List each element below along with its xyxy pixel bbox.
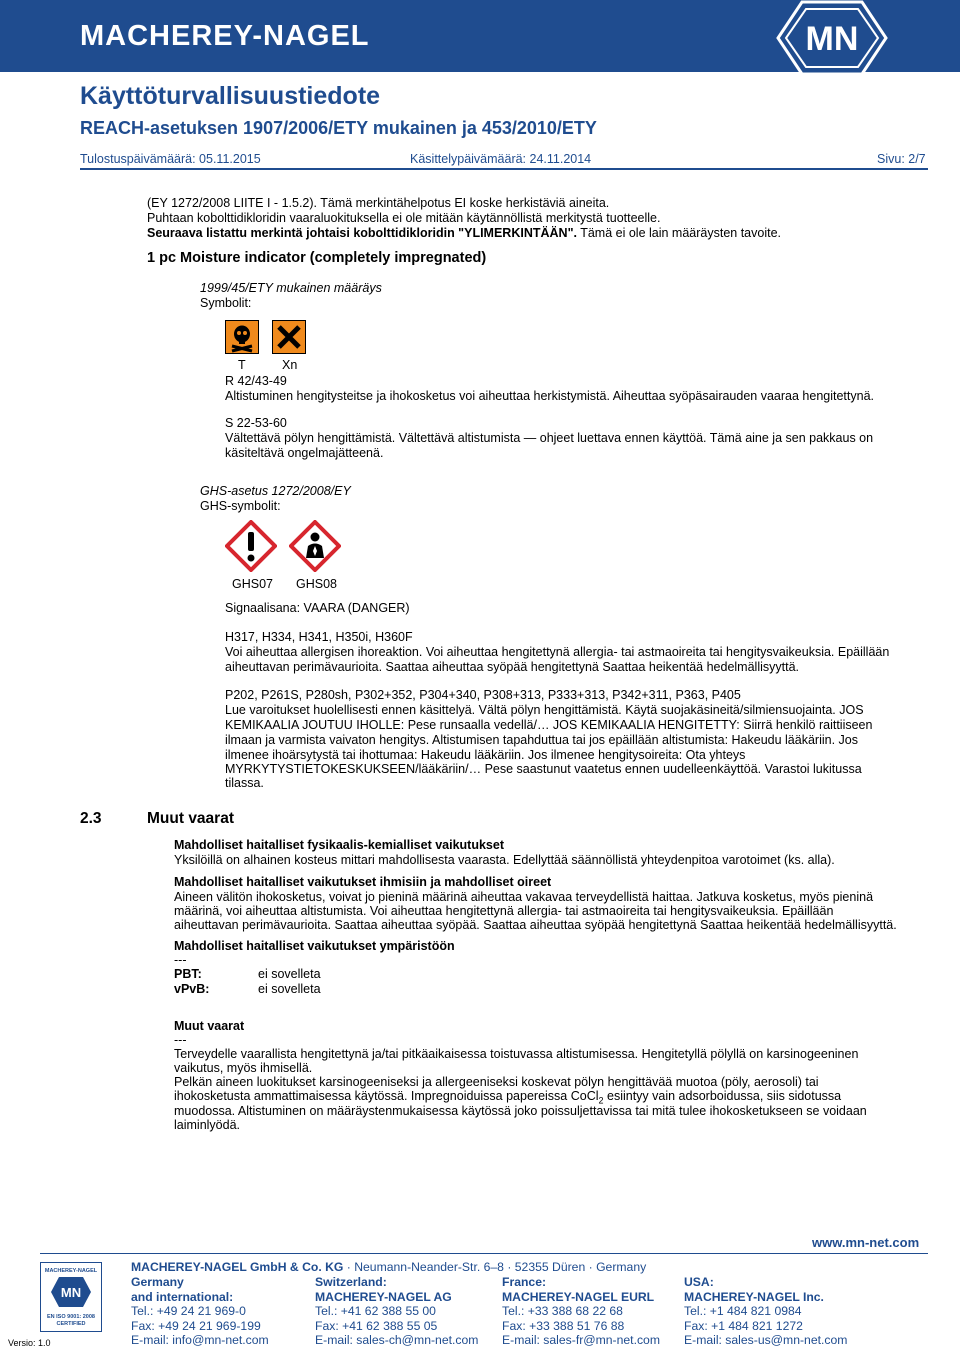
h-text-2: aiheuttavan perimävaurioita. Saattaa aiheuttaa syöpää hengitettynä Saattaa heikentää hedelmällisyyttä. [225,660,799,674]
vpvb-label: vPvB: [174,982,210,996]
france-head-1: France: [502,1275,547,1289]
intro-line-1: (EY 1272/2008 LIITE I - 1.5.2). Tämä merkintähelpotus EI koske herkistäviä aineita. [147,196,610,210]
usa-tel: Tel.: +1 484 821 0984 [684,1304,802,1319]
symbols-label: Symbolit: [200,296,252,310]
intro-line-3 [147,226,781,241]
human-effects-heading: Mahdolliset haitalliset vaikutukset ihmisiin ja mahdolliset oireet [174,875,552,889]
intro-line-2: Puhtaan kobolttidikloridin vaaraluokituksella ei ole mitään käytännöllistä merkitystä tuotteelle. [147,211,661,225]
ghs07-label: GHS07 [232,577,273,591]
france-tel: Tel.: +33 388 68 22 68 [502,1304,623,1319]
ghs08-health-hazard-icon [289,520,341,572]
r-phrases-text: Altistuminen hengitysteitse ja ihokosketus voi aiheuttaa herkistymistä. Aiheuttaa syöpäsairauden vaaraa hengitettynä. [225,389,874,403]
footer-column-germany [131,1275,269,1348]
human-effects-text-1: Aineen välitön ihokosketus, voivat jo pieninä määrinä aiheuttaa vakavaa terveydellistä haittaa. Jatkuva kosketus, myös pieninä [174,890,874,904]
s-phrases-text-1: Vältettävä pölyn hengittämistä. Vältettävä altistumista — ohjeet luettava ennen käyttöä. Tämä aine ja sen pakkaus on [225,431,874,445]
directive-heading: 1999/45/ETY mukainen määräys [200,281,382,295]
cert-line-2: CERTIFIED [56,1321,86,1327]
footer-column-france [502,1275,660,1348]
s-phrases: S 22-53-60 [225,416,287,430]
print-date: Tulostuspäivämäärä: 05.11.2015 [80,152,261,166]
germany-tel: Tel.: +49 24 21 969-0 [131,1304,246,1319]
germany-email[interactable]: E-mail: info@mn-net.com [131,1333,269,1348]
usa-head-1: USA: [684,1275,714,1289]
other-hazards-text-4a: ihokosketusta ammattimaisessa käytössä. Impregnoiduissa papereissa CoCl [174,1089,599,1103]
switzerland-fax: Fax: +41 62 388 55 05 [315,1318,438,1333]
switzerland-head-2: MACHEREY-NAGEL AG [315,1289,452,1304]
page-number: Sivu: 2/7 [877,152,926,166]
ghs-heading: GHS-asetus 1272/2008/EY [200,484,351,498]
p-text-6: tilassa. [225,776,264,790]
ghs-symbols-label: GHS-symbolit: [200,499,281,513]
company-name: MACHEREY-NAGEL GmbH & Co. KG [131,1260,344,1274]
symbol-xn-label: Xn [282,358,298,372]
footer-rule [40,1253,928,1254]
other-hazards-text-2: vaikutus, myös ihmisellä. [174,1061,313,1075]
pbt-label: PBT: [174,967,202,981]
company-address: · Neumann-Neander-Str. 6–8 · 52355 Düren · Germany [343,1260,647,1274]
phys-chem-heading: Mahdolliset haitalliset fysikaalis-kemialliset vaikutukset [174,838,504,852]
environment-heading: Mahdolliset haitalliset vaikutukset ympäristöön [174,939,455,953]
cert-brand: MACHEREY-NAGEL [44,1268,98,1274]
p-text-5: MYRKYTYSTIETOKESKUKSEEN/lääkäriin/… Pese saastunut vaatetus ennen uudelleenkäyttöä. Varastoi lukitussa [225,762,862,776]
other-hazards-text-6: laiminlyödä. [174,1118,241,1132]
signal-word: Signaalisana: VAARA (DANGER) [225,601,410,615]
company-line [131,1260,646,1275]
usa-fax: Fax: +1 484 821 1272 [684,1318,803,1333]
other-hazards-heading: Muut vaarat [174,1019,245,1033]
other-hazards-text-1: Terveydelle vaarallista hengitettynä ja/tai pitkäaikaisessa toistuvassa altistumisessa. Hengitetyllä pölyllä on karsinogeeninen [174,1047,859,1061]
brand-name: MACHEREY-NAGEL [80,20,370,52]
mn-logo-icon [776,0,888,76]
header-rule [80,168,928,170]
p-text-1: Lue varoitukset huolellisesti ennen käsittelyä. Vältä pölyn hengittämistä. Käytä suojakäsineitä/silmiensuojainta. JOS [225,703,864,717]
usa-head-2: MACHEREY-NAGEL Inc. [684,1289,824,1304]
p-text-3: ilmaan ja varmista vaivaton hengitys. Altistumisen tapahduttua tai jos epäillään altistumista: Hakeudu lääkäriin. Jos [225,733,858,747]
ghs07-exclamation-icon [225,520,277,572]
ghs08-label: GHS08 [296,577,337,591]
x-cross-icon [272,320,306,354]
human-effects-text-2: määrinä, voi aiheuttaa altistumista. Voi aiheuttaa hengitettynä allergia- tai astmaoireita tai hengitysvaikeuksia. Epäillään [174,904,834,918]
cert-line-1: EN ISO 9001: 2008 [46,1314,96,1320]
usa-email[interactable]: E-mail: sales-us@mn-net.com [684,1333,848,1348]
switzerland-head-1: Switzerland: [315,1275,387,1289]
other-hazards-text-4b: esiintyy vain adsorboidussa, siis sidotussa [603,1089,842,1103]
logo-text: MN [805,20,859,58]
p-statements: P202, P261S, P280sh, P302+352, P304+340, P308+313, P333+313, P342+311, P363, P405 [225,688,741,702]
intro-line-3-rest: Tämä ei ole lain määräysten tavoite. [576,226,782,240]
processing-date: Käsittelypäivämäärä: 24.11.2014 [410,152,592,166]
germany-head-2: and international: [131,1289,234,1304]
france-fax: Fax: +33 388 51 76 88 [502,1318,625,1333]
environment-dash: --- [174,953,187,967]
document-subtitle: REACH-asetuksen 1907/2006/ETY mukainen ja 453/2010/ETY [80,118,597,138]
skull-crossbones-icon [225,320,259,354]
human-effects-text-3: aiheuttavan perimävaurioita. Saattaa aiheuttaa syöpää. Saattaa aiheuttaa syöpää hengitettynä Saattaa heikentää hedelmällisyyttä. [174,918,897,932]
switzerland-tel: Tel.: +41 62 388 55 00 [315,1304,436,1319]
document-title: Käyttöturvallisuustiedote [80,82,381,110]
p-text-4: ilmenee ihoärsytystä tai ihottumaa: Hakeudu lääkäriin. Jos ilmenee hengitysoireita: Ota yhteys [225,748,746,762]
footer-column-usa [684,1275,847,1348]
germany-head-1: Germany [131,1275,184,1289]
symbol-t-label: T [238,358,246,372]
h-statements: H317, H334, H341, H350i, H360F [225,630,413,644]
vpvb-value: ei sovelleta [258,982,321,996]
intro-line-3-bold: Seuraava listattu merkintä johtaisi kobolttidikloridin "YLIMERKINTÄÄN". [147,226,577,240]
pbt-value: ei sovelleta [258,967,321,981]
france-head-2: MACHEREY-NAGEL EURL [502,1289,655,1304]
france-email[interactable]: E-mail: sales-fr@mn-net.com [502,1333,660,1348]
p-text-2: KEMIKAALIA JOUTUU IHOLLE: Pese runsaalla vedellä/… JOS KEMIKAALIA HENGITETTY: Siirrä henkilö raittiiseen [225,718,873,732]
version-label: Versio: 1.0 [8,1338,51,1348]
component-heading: 1 pc Moisture indicator (completely impregnated) [147,250,487,266]
section-title: Muut vaarat [147,810,234,827]
footer-column-switzerland [315,1275,478,1348]
website-link[interactable]: www.mn-net.com [812,1235,920,1250]
r-phrases: R 42/43-49 [225,374,287,388]
cert-logo: MN [60,1285,82,1300]
iso-cert-icon [40,1262,102,1332]
other-hazards-text-5: muodossa. Altistuminen on määräystenmukaisessa käytössä joko poissuljettavissa tai mitä tulee ihokosketukseen se voidaan [174,1104,867,1118]
section-number: 2.3 [80,810,102,827]
other-hazards-dash: --- [174,1033,187,1047]
h-text-1: Voi aiheuttaa allergisen ihoreaktion. Voi aiheuttaa hengitettynä allergia- tai astmaoireita tai hengitysvaikeuksia. Epäillään [225,645,890,659]
other-hazards-text-3: Pelkän aineen luokitukset karsinogeeniseksi ja allergeeniseksi koskevat pölyn hengittävää muotoa (pöly, aerosoli) tai [174,1075,819,1089]
cocl2-subscript: 2 [598,1095,604,1106]
germany-fax: Fax: +49 24 21 969-199 [131,1318,261,1333]
switzerland-email[interactable]: E-mail: sales-ch@mn-net.com [315,1333,479,1348]
s-phrases-text-2: käsiteltävä ongelmajätteenä. [225,446,384,460]
phys-chem-text: Yksilöillä on alhainen kosteus mittari mahdollisesta vaarasta. Edellyttää säännöllistä yhteydenpitoa varotoimet (ks. alla). [174,853,835,867]
